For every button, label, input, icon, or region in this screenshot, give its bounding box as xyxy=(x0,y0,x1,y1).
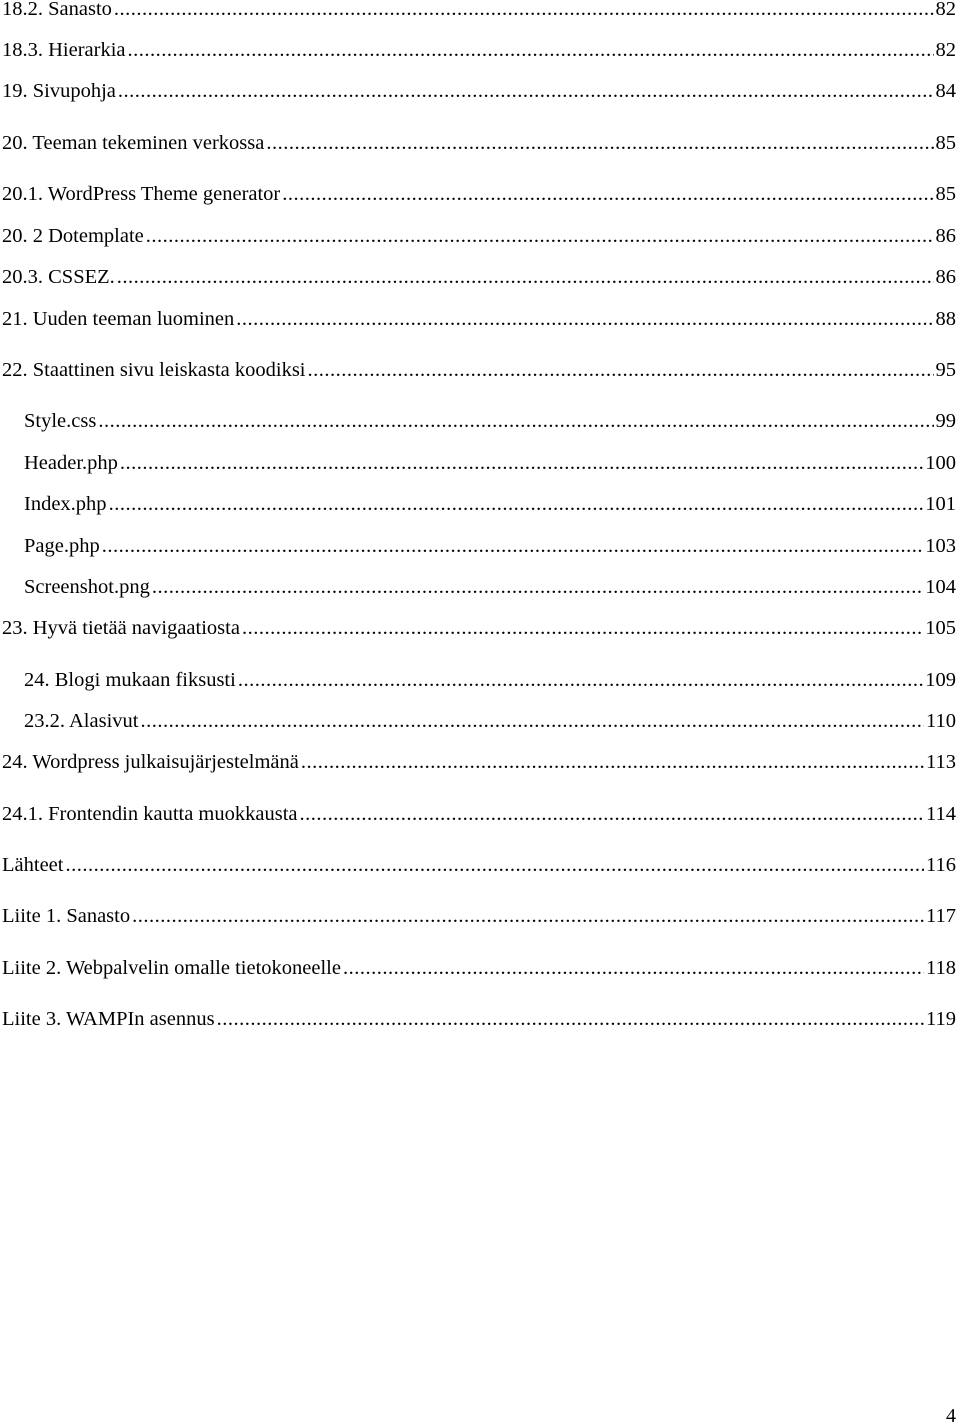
toc-entry-page: 85 xyxy=(935,132,956,154)
dot-leader xyxy=(120,451,923,475)
toc-entry[interactable] xyxy=(24,668,956,692)
toc-entry[interactable] xyxy=(2,182,956,206)
dot-leader xyxy=(128,38,934,62)
dot-leader xyxy=(343,956,924,980)
toc-entry-label: Liite 3. WAMPIn asennus xyxy=(2,1008,215,1030)
dot-leader xyxy=(114,0,934,21)
page-number: 4 xyxy=(946,1405,956,1427)
toc-entry[interactable] xyxy=(2,904,956,928)
toc-entry-label: 18.2. Sanasto xyxy=(2,0,112,20)
toc-entry[interactable] xyxy=(24,451,956,475)
toc-entry-page: 82 xyxy=(935,39,956,61)
toc-entry[interactable] xyxy=(2,131,956,155)
toc-entry[interactable] xyxy=(2,79,956,103)
toc-entry[interactable] xyxy=(24,534,956,558)
toc-entry-page: 85 xyxy=(935,183,956,205)
toc-entry[interactable] xyxy=(24,575,956,599)
toc-entry[interactable] xyxy=(24,409,956,433)
toc-entry-label: 24. Blogi mukaan fiksusti xyxy=(24,669,236,691)
toc-entry[interactable] xyxy=(2,750,956,774)
toc-entry[interactable] xyxy=(2,1007,956,1031)
toc-entry[interactable] xyxy=(2,853,956,877)
dot-leader xyxy=(301,750,924,774)
toc-entry-page: 95 xyxy=(935,359,956,381)
toc-entry[interactable] xyxy=(2,956,956,980)
dot-leader xyxy=(140,709,924,733)
dot-leader xyxy=(300,802,925,826)
dot-leader xyxy=(109,492,924,516)
toc-entry-page: 117 xyxy=(926,905,956,927)
toc-entry-label: 20.3. CSSEZ. xyxy=(2,266,115,288)
toc-entry-page: 99 xyxy=(935,410,956,432)
toc-entry-page: 104 xyxy=(925,576,956,598)
toc-entry-page: 86 xyxy=(935,225,956,247)
toc-entry-page: 86 xyxy=(935,266,956,288)
toc-entry-label: Screenshot.png xyxy=(24,576,150,598)
toc-entry[interactable] xyxy=(2,224,956,248)
toc-entry-label: 20. Teeman tekeminen verkossa xyxy=(2,132,265,154)
toc-entry-page: 101 xyxy=(925,493,956,515)
toc-entry-label: 20. 2 Dotemplate xyxy=(2,225,144,247)
dot-leader xyxy=(266,131,933,155)
toc-entry-page: 118 xyxy=(926,957,956,979)
toc-entry[interactable] xyxy=(2,38,956,62)
dot-leader xyxy=(132,904,924,928)
toc-entry-label: 19. Sivupohja xyxy=(2,80,116,102)
toc-entry-label: Liite 2. Webpalvelin omalle tietokoneelle xyxy=(2,957,341,979)
toc-entry-label: 20.1. WordPress Theme generator xyxy=(2,183,281,205)
dot-leader xyxy=(146,224,934,248)
toc-entry-page: 114 xyxy=(926,803,956,825)
toc-entry-page: 88 xyxy=(935,308,956,330)
toc-entry-label: Liite 1. Sanasto xyxy=(2,905,131,927)
dot-leader xyxy=(217,1007,924,1031)
dot-leader xyxy=(152,575,923,599)
toc-entry-label: 23. Hyvä tietää navigaatiosta xyxy=(2,617,240,639)
dot-leader xyxy=(238,668,923,692)
toc-entry-page: 113 xyxy=(926,751,956,773)
toc-entry[interactable] xyxy=(24,492,956,516)
toc-entry-page: 116 xyxy=(926,854,956,876)
toc-entry-label: 21. Uuden teeman luominen xyxy=(2,308,235,330)
toc-entry-page: 84 xyxy=(935,80,956,102)
toc-entry-label: 23.2. Alasivut xyxy=(24,710,139,732)
toc-entry[interactable] xyxy=(2,265,956,289)
toc-entry-label: 18.3. Hierarkia xyxy=(2,39,126,61)
dot-leader xyxy=(118,79,934,103)
toc-entry-page: 109 xyxy=(925,669,956,691)
toc-entry[interactable] xyxy=(2,307,956,331)
dot-leader xyxy=(117,265,934,289)
toc-entry-label: 24.1. Frontendin kautta muokkausta xyxy=(2,803,298,825)
dot-leader xyxy=(102,534,924,558)
toc-entry-page: 103 xyxy=(925,535,956,557)
toc-entry-label: Page.php xyxy=(24,535,100,557)
dot-leader xyxy=(242,616,923,640)
dot-leader xyxy=(282,182,933,206)
toc-entry[interactable] xyxy=(2,616,956,640)
toc-entry-label: Lähteet xyxy=(2,854,64,876)
toc-entry-label: 22. Staattinen sivu leiskasta koodiksi xyxy=(2,359,306,381)
toc-entry[interactable] xyxy=(24,709,956,733)
dot-leader xyxy=(308,358,934,382)
toc-entry-page: 105 xyxy=(925,617,956,639)
toc-entry-label: Header.php xyxy=(24,452,118,474)
dot-leader xyxy=(98,409,933,433)
toc-entry[interactable] xyxy=(2,802,956,826)
dot-leader xyxy=(65,853,924,877)
toc-entry-page: 82 xyxy=(935,0,956,20)
dot-leader xyxy=(236,307,933,331)
toc-entry[interactable] xyxy=(2,358,956,382)
toc-entry-label: Index.php xyxy=(24,493,107,515)
toc-entry-label: 24. Wordpress julkaisujärjestelmänä xyxy=(2,751,299,773)
toc-entry-page: 110 xyxy=(926,710,956,732)
toc-entry[interactable] xyxy=(2,0,956,21)
toc-entry-page: 119 xyxy=(926,1008,956,1030)
toc-entry-label: Style.css xyxy=(24,410,97,432)
toc-entry-page: 100 xyxy=(925,452,956,474)
